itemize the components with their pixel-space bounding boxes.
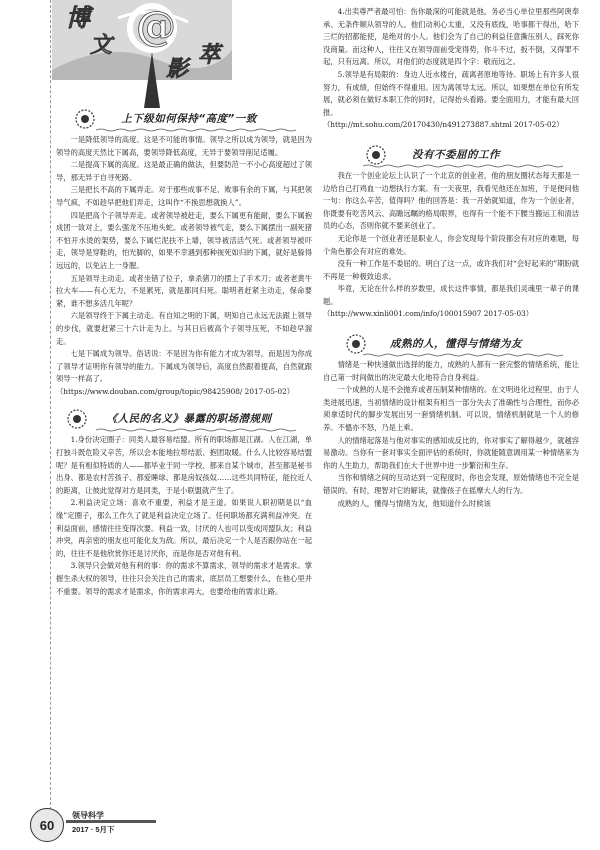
section-title-text: 成熟的人，懂得与情绪为友 [390,337,522,350]
paragraph: 一是降低领导的高度。这是不可能的事情。领导之所以成为领导，就是因为领导的高度天然比下属高，要领导降低高度，无异于要领导削足适履。 [56,135,312,157]
paragraph: 我在一个创业论坛上认识了一个北京的创业者，他的朋友圈状态每天都是一边给自己打鸡血一边想执行方案。有一天夜里，我看见他还在加班，于是便问他一句：你这么辛苦，值得吗？他的回答是：我一开始就知道，作为一个创业者，你既要有吃苦风云、高瞻远瞩的格局眼界，也得有一个能不下腰当搬运工和清洁员的心态，否则你就不要来创业了。 [323,170,579,231]
section-title-2 [56,404,312,434]
section-title-1 [56,104,312,134]
paragraph: 成熟的人，懂得与情绪为友，他知道什么时候该 [337,498,491,508]
margin-dashed-line [50,0,51,830]
paragraph: 3.领导只会做对他有利的事：你的需求不算需求，领导的需求才是需求。掌握生杀大权的领导，往往只会关注自己的需求，底层员工想要什么，在他心里并不重要。领导的需求才是需求，你的需求再大，也要给他的需求让路。 [56,561,312,596]
title-underline [363,164,563,168]
paragraph: 4.出卖尊严者最可怕：伤你最深的可能就是他。务必当心单位里那些阿谀奉承、无条件顺从领导的人。他们动利心太重，又没有底线，哈事都干得出，哈下三烂的招都能使，是绝对的小人。他们会为了自己的利益任意撕压别人，踩死你没商量。而这种人，往往又在领导面前受宠得势，你斗不过，扳不倒，又得罪不起，只有远离。所以，对他们的态度就是四个字：敬而远之。 [323,7,579,67]
logo-char-2: 文 [90,32,113,58]
paragraph: 无论你是一个创业者还是职业人，你会发现每个阶段都会有对应的难题，每个角色都会有对应的难处。 [323,233,579,256]
left-column [56,104,312,598]
page-number: 60 [30,808,64,842]
paragraph: 当你和情绪之间的互动达到一定程度时，你也会发现，原始情绪也不完全是错误的。有时，理智对它的解读，就像孩子在摇摩大人的行为。 [323,473,579,495]
paragraph: 二是提高下属的高度。这是最正确的做法，但要防范一不小心高度超过了领导，那无异于自寻死路。 [56,160,312,182]
source-citation: （https://www.douban.com/group/topic/98425908/ 2017-05-02） [56,386,295,396]
paragraph: 一个成熟的人是不会抛弃或者压制某种情绪的。在文明进化过程里，由于人类进展迅速，当初情绪的设计框架有相当一部分失去了准确性与合理性，而你必须拿适时代的脚步发展出另一套情绪机制。可以说，情绪机制就是一个人的修养。不慍亦不怒，乃是上乘。 [323,385,579,433]
paragraph: 三是把长不高的下属弄走。对于那些成事不足、败事有余的下属，与其把领导气疯，不如趁早把他们弄走，这叫作“不换思想就换人”。 [56,185,312,207]
paragraph: 2.利益决定立场：喜欢不重要，利益才是王道。如果说人职初期是以“血缘”定圈子，那么工作久了就是利益决定立场了。任何职场都充满利益冲突。在利益面前，感情往往变得次要。利益一致，讨厌的人也可以变成同盟队友；利益冲突，再亲密的朋友也可能化友为敌。所以，最后决定一个人是否跟你站在一起的，往往不是他欣赏你还是讨厌你，而是你是否对他有利。 [56,498,312,558]
title-underline [96,428,296,432]
source-citation: （http://mt.sohu.com/20170430/n491273887.shtml 2017-05-02） [323,120,564,130]
right-column [323,6,579,510]
section-title-3 [323,140,579,170]
paragraph: 没有一种工作是不委屈的。明白了这一点，或许我们对“会好起来的”期盼就不再是一种极致追求。 [323,259,579,281]
source-citation: （http://www.xinli001.com/info/100015907 2017-05-03） [323,309,534,319]
logo-at: @ [136,3,176,50]
flower-deco-icon [363,144,389,166]
paragraph: 毕竟，无论在什么样的岁数里，成长这件事情，都是我们灵魂里一辈子的课题。 [323,284,579,306]
section-title-4 [323,329,579,359]
paragraph: 1.身份决定圈子：同类人最容易结盟。所有的职场都是江湖。人在江湖，单打独斗既危险又辛苦，所以会本能地拉帮结派、抱团取暖。什么人比较容易结盟呢？是有相似特质的人——都毕业于同一学校、都来自某个城市，甚至都是秘书出身、都是农村苦孩子、都爱睡球、都是房奴孩奴……这些共同特征，能拉近人的距离，让彼此觉得对方是同类，于是小联盟就产生了。 [56,435,312,495]
paragraph: 5.领导是有局限的：身边人近水楼台，疏离者原地等待。职场上有许多人很努力，有成绩，但始终不得重用。因为离领导太远。所以，如果想在单位有所发展，就必须在做好本职工作的同时，记得抬头看路。要全面用力，才能有最大回报。 [323,69,579,117]
page-footer [30,808,230,848]
column-logo-graphic [48,0,238,110]
flower-deco-icon [343,333,369,355]
title-underline [96,128,296,132]
journal-name: 领导科学 [72,811,104,820]
section-title-text: 上下级如何保持“高度”一致 [121,112,257,125]
column-logo [48,0,238,110]
paragraph: 五是领导主动走。或者坐错了位子，拿杀猪刀的摆上了手术刀；或者老黄牛拉大车——有心无力，不是累死，就是都同归死。聪明者赶紧主动走，保命要紧，谁不想多活几年呢？ [56,273,312,308]
flower-deco-icon [64,408,90,430]
title-underline [363,353,563,357]
section-title-text: 《人民的名义》暴露的职场潜规则 [106,413,272,426]
flower-deco-icon [72,108,98,130]
paragraph: 人的情绪起落是与他对事实的感知成反比的，你对事实了解得越少，就越容易激动。当你有一套对事实全面评估的系统时，你就能随意调用某一种情绪来为你的人生助力，帮助我们在大千世界中进一步繁衍和生存。 [323,435,579,470]
logo-char-4: 萃 [198,42,221,68]
paragraph: 四是把高个子领导弄走。或者领导被赶走，要么下属更有能耐，要么下属抱成团一致对上，要么强龙不压地头蛇。或者领导被气走，要么下属摆出一副死猪不怕开水烫的架势，要么下属烂泥扶不上墙，领导被活活气死。或者领导被吓走，领导是穿鞋的，怕光脚的，如果不幸遇到那种视死如归的下属，就好是躲得远远的，以免沾上一身腥。 [56,210,312,270]
paragraph: 七是下属成为领导。俗话说：不是因为你有能力才成为领导，而是因为你成了领导才证明你有领导的能力。下属成为领导后，高度自然跟着提高，自然就跟领导一样高了。 [56,349,312,384]
paragraph: 情绪是一种快速做出选择的能力，成熟的人都有一套完整的情绪系统，能让自己第一时间做出的决定最大化地符合自身利益。 [323,360,579,382]
logo-char-3: 影 [166,56,189,82]
logo-char-1: 博 [66,3,90,32]
paragraph: 六是领导终于下属主动走。有自知之明的下属，明知自己永远无法跟上领导的步伐，就要赶紧三十六计走为上。与其日后被高个子领导压死，不如趁早溜走。 [56,311,312,346]
issue-date: 2017 · 5月下 [72,825,115,834]
section-title-text: 没有不委屈的工作 [412,148,500,161]
